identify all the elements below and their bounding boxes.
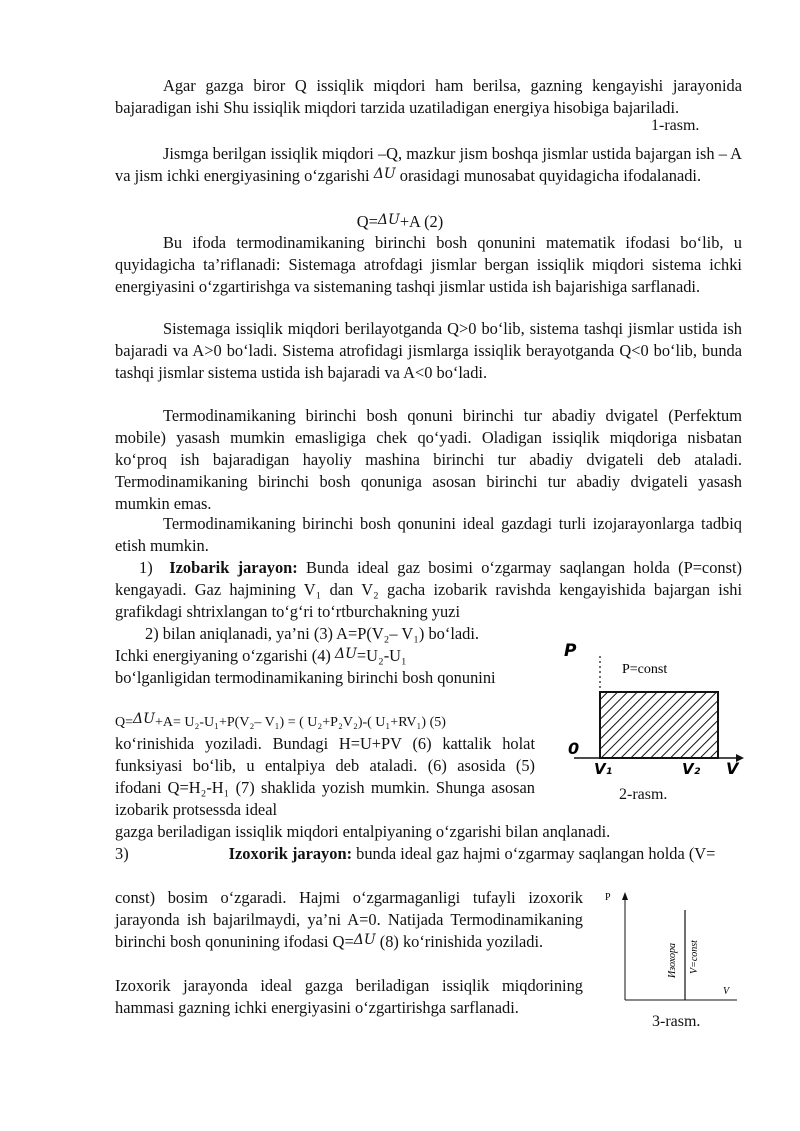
delta-u-symbol: ΔU <box>373 166 396 182</box>
equation-2 <box>0 211 800 234</box>
fig2-origin-label: 0 <box>568 739 580 758</box>
item-isobaric-title: Izobarik jarayon: <box>169 558 298 577</box>
paragraph-enthalpy-text: ko‘rinishida yoziladi. Bundagi H=U+PV (6) kattalik holat funksiyasi bo‘lib, u entalpiya deb ataladi. (6) asosida (5) ifodani Q=H₂-H₁ (7) shaklida yozish mumkin. Shunga asosan izobarik protsessda ideal <box>115 734 535 819</box>
paragraph-isochoric-eq8: (8) ko‘rinishida yoziladi. <box>379 932 544 951</box>
item-2-line-text: 2) bilan aniqlanadi, ya’ni (3) A=P(V₂– V₁) bo‘ladi. <box>145 624 479 643</box>
work-area-rect <box>600 692 718 758</box>
line-internal-energy-text: Ichki energiyaning o‘zgarishi (4) <box>115 646 331 665</box>
paragraph-isochoric-conclusion <box>115 975 583 1019</box>
line-first-law-ref <box>115 667 535 689</box>
item-isobaric <box>115 557 742 623</box>
line-internal-energy-value: =U₂-U₁ <box>356 646 407 665</box>
fig2-v1-label: V₁ <box>594 760 613 778</box>
figure-1-caption: 1-rasm. <box>651 117 700 134</box>
fig3-vconst-label: V=const <box>689 940 700 974</box>
figure-3-caption: 3-rasm. <box>652 1013 701 1030</box>
paragraph-heat-work <box>115 143 742 188</box>
paragraph-heat-work-text-b: orasidagi munosabat quyidagicha ifodalanadi. <box>399 166 702 185</box>
paragraph-isoprocesses <box>115 513 742 557</box>
item-isochoric <box>115 843 742 865</box>
delta-u-symbol: ΔU <box>335 646 357 662</box>
paragraph-isochoric-conclusion-text: Izoxorik jarayonda ideal gazga beriladigan issiqlik miqdorining hammasi gazning ichki energiyasini o‘zgartirishga sarflanadi. <box>115 976 583 1017</box>
paragraph-isoprocesses-text: Termodinamikaning birinchi bosh qonunini ideal gazdagi turli izojarayonlarga tadbiq etish mumkin. <box>115 514 742 555</box>
paragraph-sign-convention <box>115 318 742 384</box>
fig3-p-label: P <box>605 892 611 903</box>
paragraph-first-law <box>115 232 742 298</box>
paragraph-perpetuum-mobile-text: Termodinamikaning birinchi bosh qonuni birinchi tur abadiy dvigatel (Perfektum mobile) yasash mumkin emasligiga chek qo‘yadi. Oladigan issiqlik miqdoriga nisbatan ko‘proq ish bajaradigan hayoliy mashina birinchi tur abadiy dvigateli deb ataladi. Termodinamikaning birinchi bosh qonuniga asosan birinchi tur abadiy dvigateli yasash mumkin emas. <box>115 406 742 513</box>
item-isobaric-text: Bunda ideal gaz bosimi o‘zgarmay saqlangan holda (P=const) kengayadi. Gaz hajmining V₁ dan V₂ gacha izobarik ravishda kengayishida bajargan ishi grafikdagi shtrixlangan to‘g‘ri to‘rtburchakning yuzi <box>115 558 742 621</box>
item-isochoric-number: 3) <box>115 844 129 863</box>
item-isobaric-number: 1) <box>139 558 153 577</box>
figure-3-isochoric-diagram <box>595 888 745 1008</box>
fig3-p-axis-arrow-icon <box>622 892 628 900</box>
figure-2-caption: 2-rasm. <box>619 786 668 803</box>
equation-5-right: +A= U₂-U₁+P(V₂– V₁) = ( U₂+P₂V₂)-( U₁+RV₁) (5) <box>154 715 446 730</box>
paragraph-enthalpy <box>115 733 535 821</box>
delta-u-symbol: ΔU <box>377 212 400 228</box>
paragraph-isochoric <box>115 887 583 954</box>
line-internal-energy <box>115 645 535 668</box>
item-isochoric-text: bunda ideal gaz hajmi o‘zgarmay saqlangan holda (V= <box>356 844 716 863</box>
paragraph-heat-work-text-a: Jismga berilgan issiqlik miqdori –Q, mazkur jism boshqa jismlar ustida bajargan ish – A va jism ichki energiyasining o‘zgarishi <box>115 144 742 185</box>
line-enthalpy-change <box>115 821 742 843</box>
fig3-izoxora-label: Изохора <box>667 943 678 978</box>
paragraph-isochoric-text: const) bosim o‘zgaradi. Hajmi o‘zgarmaganligi tufayli izoxorik jarayonda ish bajarilmaydi, ya’ni A=0. Natijada Termodinamikaning birinchi bosh qonunining ifodasi Q= <box>115 888 583 951</box>
delta-u-symbol: ΔU <box>133 711 155 727</box>
equation-5 <box>115 711 535 734</box>
fig2-const-label: P=const <box>622 662 668 677</box>
delta-u-symbol: ΔU <box>353 932 376 948</box>
fig3-v-label: V <box>723 986 730 997</box>
paragraph-intro <box>115 75 742 119</box>
equation-2-left: Q= <box>356 212 378 231</box>
fig2-p-label: P <box>564 641 577 661</box>
item-isochoric-title: Izoxorik jarayon: <box>228 844 353 863</box>
fig2-v-label: V <box>726 759 739 778</box>
equation-2-right: +A (2) <box>399 212 444 231</box>
equation-5-left: Q= <box>115 715 134 730</box>
paragraph-intro-text: Agar gazga biror Q issiqlik miqdori ham berilsa, gazning kengayishi jarayonida bajaradigan ishi Shu issiqlik miqdori tarzida uzatiladigan energiya hisobiga bajariladi. <box>115 76 742 117</box>
paragraph-perpetuum-mobile <box>115 405 742 515</box>
paragraph-sign-convention-text: Sistemaga issiqlik miqdori berilayotganda Q>0 bo‘lib, sistema tashqi jismlar ustida ish bajaradi va A>0 bo‘ladi. Sistema atrofidagi jismlarga issiqlik berayotganda Q<0 bo‘lib, bunda tashqi jismlar sistema ustida ish bajaradi va A<0 bo‘ladi. <box>115 319 742 382</box>
fig2-v2-label: V₂ <box>682 760 701 778</box>
paragraph-first-law-text: Bu ifoda termodinamikaning birinchi bosh qonunini matematik ifodasi bo‘lib, u quyidagicha ta’riflanadi: Sistemaga atrofdagi jismlar bergan issiqlik miqdori sistema ichki energiyasini o‘zgartirishga va sistemaning tashqi jismlar ustida ish bajarishiga sarflanadi. <box>115 233 742 296</box>
figure-2-isobaric-diagram <box>560 640 750 780</box>
line-enthalpy-change-text: gazga beriladigan issiqlik miqdori entalpiyaning o‘zgarishi bilan anqlanadi. <box>115 822 611 841</box>
line-first-law-ref-text: bo‘lganligidan termodinamikaning birinchi bosh qonunini <box>115 668 496 687</box>
